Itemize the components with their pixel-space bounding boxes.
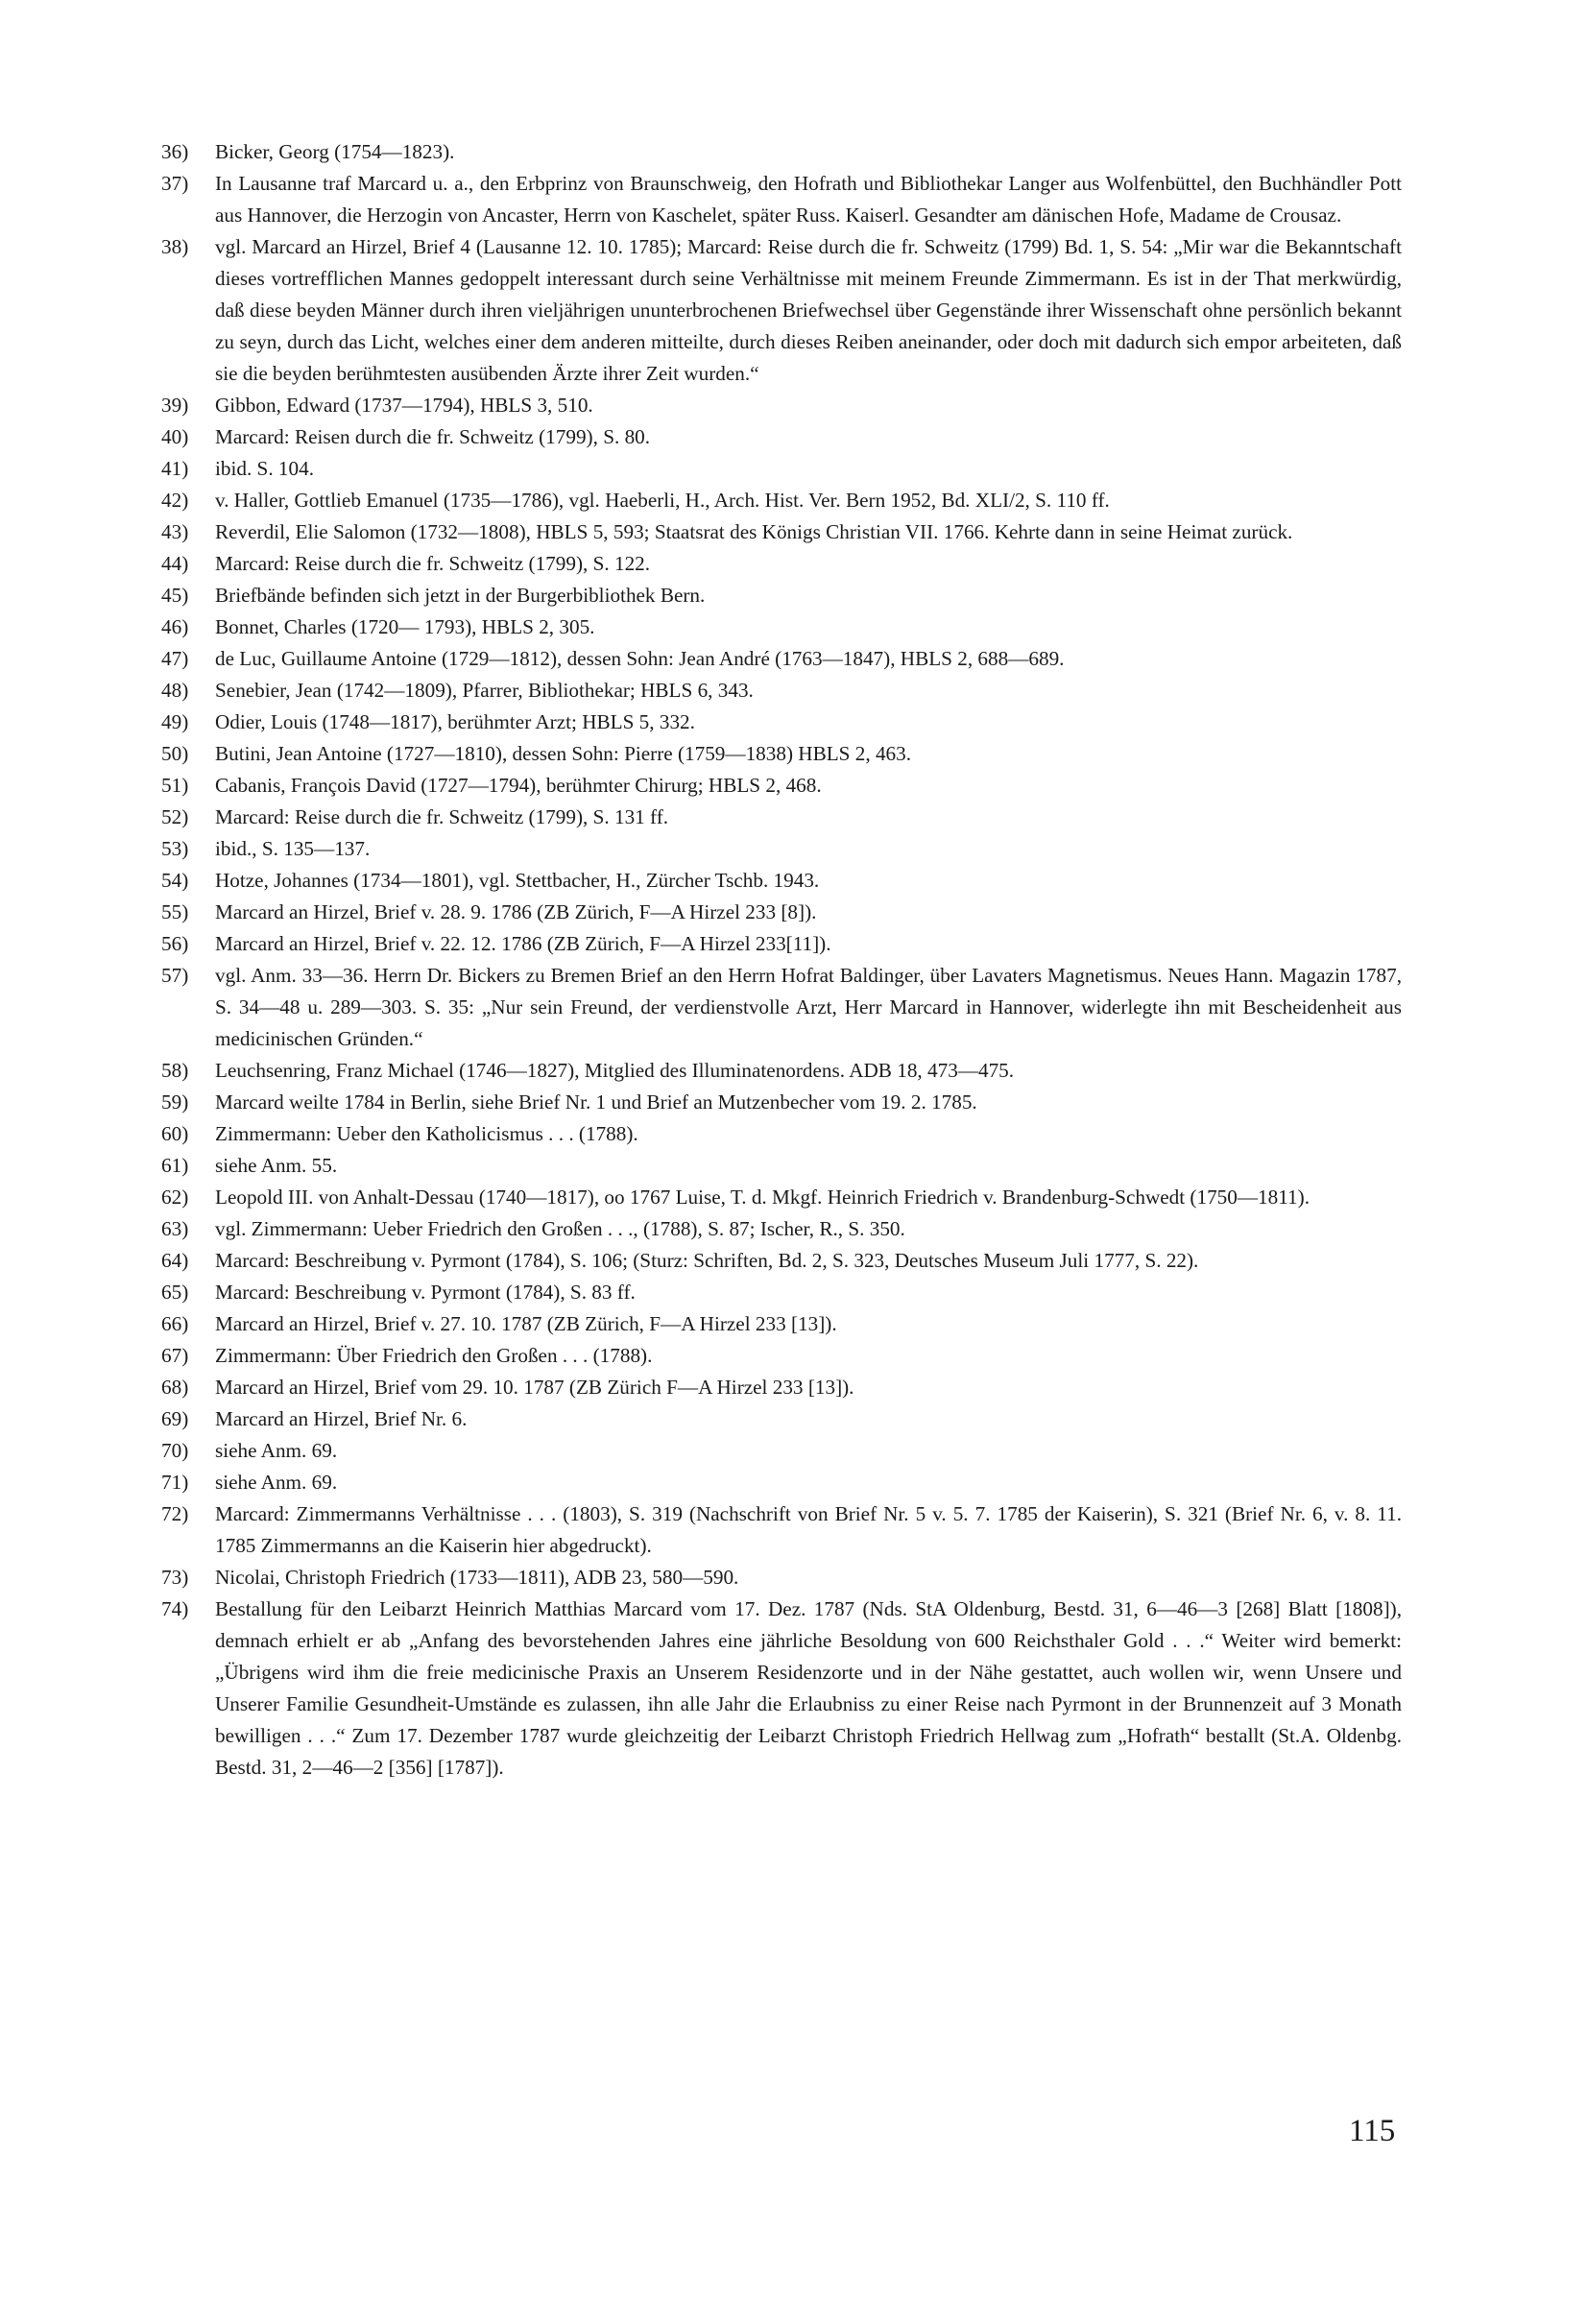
footnote-text: Bonnet, Charles (1720— 1793), HBLS 2, 305. [215,615,595,638]
footnote-number: 46) [161,615,189,638]
footnote-text: siehe Anm. 69. [215,1471,338,1494]
footnote-item [161,1182,1402,1213]
footnote-item [161,168,1402,231]
footnote-text: Leopold III. von Anhalt-Dessau (1740—1817), oo 1767 Luise, T. d. Mkgf. Heinrich Friedrich v. Brandenburg-Schwedt (1750—1811). [215,1186,1310,1209]
footnote-number: 48) [161,679,189,702]
footnote-text: ibid. S. 104. [215,457,315,480]
footnote-number: 43) [161,520,189,543]
footnote-item [161,485,1402,516]
footnote-item [161,1340,1402,1372]
footnote-item [161,1562,1402,1593]
footnote-text: Marcard an Hirzel, Brief v. 28. 9. 1786 (ZB Zürich, F—A Hirzel 233 [8]). [215,900,817,923]
footnote-item [161,1150,1402,1182]
footnote-number: 38) [161,235,189,258]
footnote-item [161,231,1402,390]
footnote-text: Marcard: Reise durch die fr. Schweitz (1799), S. 122. [215,552,651,575]
footnote-number: 39) [161,394,189,417]
footnote-text: vgl. Anm. 33—36. Herrn Dr. Bickers zu Bremen Brief an den Herrn Hofrat Baldinger, über Lavaters Magnetismus. Neues Hann. Magazin 1787, S. 34—48 u. 289—303. S. 35: „Nur sein Freund, der verdienstvolle Arzt, Herr Marcard in Hannover, widerlegte ihn mit Bescheidenheit aus medicinischen Gründen.“ [215,964,1402,1050]
footnote-number: 40) [161,425,189,448]
footnote-item [161,611,1402,643]
footnote-item [161,1435,1402,1467]
footnote-item [161,1087,1402,1118]
footnote-text: Hotze, Johannes (1734—1801), vgl. Stettbacher, H., Zürcher Tschb. 1943. [215,869,820,892]
footnote-item [161,548,1402,580]
footnote-item [161,1055,1402,1087]
footnote-list [161,136,1402,1784]
footnote-number: 53) [161,837,189,860]
footnote-number: 49) [161,710,189,733]
footnote-number: 57) [161,964,189,987]
footnote-number: 65) [161,1281,189,1304]
footnote-number: 73) [161,1566,189,1589]
footnote-text: Bestallung für den Leibarzt Heinrich Matthias Marcard vom 17. Dez. 1787 (Nds. StA Oldenburg, Bestd. 31, 6—46—3 [268] Blatt [1808]), demnach erhielt er ab „Anfang des bevorstehenden Jahres eine jährliche Besoldung von 600 Reichsthaler Gold . . .“ Weiter wird bemerkt: „Übrigens wird ihm die freie medicinische Praxis an Unserem Residenzorte und in der Nähe gestattet, auch wollen wir, wenn Unsere und Unserer Familie Gesundheit-Umstände es zulassen, ihn alle Jahr die Erlaubniss zu einer Reise nach Pyrmont in der Brunnenzeit auf 3 Monath bewilligen . . .“ Zum 17. Dezember 1787 wurde gleichzeitig der Leibarzt Christoph Friedrich Hellwag zum „Hofrath“ bestallt (St.A. Oldenbg. Bestd. 31, 2—46—2 [356] [1787]). [215,1597,1402,1779]
footnote-item [161,421,1402,453]
footnote-text: Nicolai, Christoph Friedrich (1733—1811), ADB 23, 580—590. [215,1566,739,1589]
footnote-text: Zimmermann: Ueber den Katholicismus . . . (1788). [215,1122,638,1145]
footnote-item [161,136,1402,168]
footnote-number: 44) [161,552,189,575]
footnote-item [161,1245,1402,1277]
footnote-item [161,960,1402,1055]
footnote-number: 70) [161,1439,189,1462]
footnote-text: siehe Anm. 55. [215,1154,338,1177]
footnote-item [161,516,1402,548]
footnote-item [161,580,1402,611]
footnote-text: vgl. Zimmermann: Ueber Friedrich den Großen . . ., (1788), S. 87; Ischer, R., S. 350. [215,1217,905,1240]
footnote-item [161,707,1402,738]
footnote-number: 62) [161,1186,189,1209]
footnote-text: ibid., S. 135—137. [215,837,371,860]
footnote-item [161,928,1402,960]
footnote-number: 47) [161,647,189,670]
footnote-text: Marcard: Reisen durch die fr. Schweitz (1799), S. 80. [215,425,651,448]
footnote-number: 58) [161,1059,189,1082]
footnote-text: Marcard: Zimmermanns Verhältnisse . . . (1803), S. 319 (Nachschrift von Brief Nr. 5 v. 5. 7. 1785 der Kaiserin), S. 321 (Brief Nr. 6, v. 8. 11. 1785 Zimmermanns an die Kaiserin hier abgedruckt). [215,1502,1402,1557]
footnote-text: Gibbon, Edward (1737—1794), HBLS 3, 510. [215,394,593,417]
footnote-item [161,1372,1402,1403]
footnote-number: 37) [161,172,189,195]
footnote-item [161,453,1402,485]
footnote-item [161,1213,1402,1245]
footnote-text: Zimmermann: Über Friedrich den Großen . . . (1788). [215,1344,653,1367]
footnote-text: Cabanis, François David (1727—1794), berühmter Chirurg; HBLS 2, 468. [215,774,822,797]
footnote-number: 42) [161,489,189,512]
footnote-number: 66) [161,1312,189,1335]
footnote-number: 68) [161,1376,189,1399]
footnote-number: 74) [161,1597,189,1620]
footnote-number: 54) [161,869,189,892]
footnote-text: Marcard: Reise durch die fr. Schweitz (1799), S. 131 ff. [215,805,669,828]
footnote-text: Marcard weilte 1784 in Berlin, siehe Brief Nr. 1 und Brief an Mutzenbecher vom 19. 2. 1785. [215,1090,977,1114]
footnote-text: Marcard an Hirzel, Brief Nr. 6. [215,1407,468,1430]
footnote-number: 52) [161,805,189,828]
footnote-text: Marcard an Hirzel, Brief vom 29. 10. 1787 (ZB Zürich F—A Hirzel 233 [13]). [215,1376,854,1399]
footnote-item [161,833,1402,865]
footnote-text: Leuchsenring, Franz Michael (1746—1827), Mitglied des Illuminatenordens. ADB 18, 473—475. [215,1059,1015,1082]
footnote-text: vgl. Marcard an Hirzel, Brief 4 (Lausanne 12. 10. 1785); Marcard: Reise durch die fr. Schweitz (1799) Bd. 1, S. 54: „Mir war die Bekanntschaft dieses vortrefflichen Mannes gedoppelt interessant durch seine Verhältnisse mit meinem Freunde Zimmermann. Es ist in der That merkwürdig, daß diese beyden Männer durch ihren vieljährigen ununterbrochenen Briefwechsel über Gegenstände ihrer Wissenschaft ohne persönlich bekannt zu seyn, durch das Licht, welches einer dem anderen mitteilte, durch dieses Reiben aneinander, oder doch mit dadurch sich empor arbeiteten, daß sie die beyden berühmtesten ausübenden Ärzte ihrer Zeit wurden.“ [215,235,1402,385]
footnote-item [161,1118,1402,1150]
footnote-number: 56) [161,932,189,955]
footnote-number: 67) [161,1344,189,1367]
footnote-number: 72) [161,1502,189,1525]
footnote-text: Marcard an Hirzel, Brief v. 22. 12. 1786 (ZB Zürich, F—A Hirzel 233[11]). [215,932,831,955]
footnote-number: 45) [161,584,189,607]
footnote-item [161,802,1402,833]
footnote-number: 69) [161,1407,189,1430]
footnote-item [161,1403,1402,1435]
footnote-item [161,1593,1402,1784]
page-number: 115 [1349,2114,1396,2148]
footnote-number: 61) [161,1154,189,1177]
footnote-text: v. Haller, Gottlieb Emanuel (1735—1786), vgl. Haeberli, H., Arch. Hist. Ver. Bern 1952, Bd. XLI/2, S. 110 ff. [215,489,1110,512]
footnote-number: 71) [161,1471,189,1494]
footnote-item [161,1498,1402,1562]
footnote-item [161,390,1402,421]
footnote-item [161,1277,1402,1308]
footnote-text: Briefbände befinden sich jetzt in der Burgerbibliothek Bern. [215,584,706,607]
footnote-text: Odier, Louis (1748—1817), berühmter Arzt; HBLS 5, 332. [215,710,695,733]
footnote-item [161,675,1402,707]
footnote-number: 59) [161,1090,189,1114]
footnote-text: Marcard an Hirzel, Brief v. 27. 10. 1787 (ZB Zürich, F—A Hirzel 233 [13]). [215,1312,837,1335]
footnote-number: 41) [161,457,189,480]
footnote-number: 60) [161,1122,189,1145]
footnote-text: Marcard: Beschreibung v. Pyrmont (1784), S. 83 ff. [215,1281,636,1304]
footnote-item [161,897,1402,928]
footnote-text: Bicker, Georg (1754—1823). [215,140,455,163]
footnote-item [161,770,1402,802]
footnote-item [161,1467,1402,1498]
footnote-text: siehe Anm. 69. [215,1439,338,1462]
footnote-item [161,865,1402,897]
footnote-number: 51) [161,774,189,797]
footnote-text: Senebier, Jean (1742—1809), Pfarrer, Bibliothekar; HBLS 6, 343. [215,679,754,702]
footnote-text: de Luc, Guillaume Antoine (1729—1812), dessen Sohn: Jean André (1763—1847), HBLS 2, 688—689. [215,647,1065,670]
footnote-number: 64) [161,1249,189,1272]
footnote-number: 63) [161,1217,189,1240]
footnote-text: Reverdil, Elie Salomon (1732—1808), HBLS 5, 593; Staatsrat des Königs Christian VII. 1766. Kehrte dann in seine Heimat zurück. [215,520,1293,543]
footnote-text: Marcard: Beschreibung v. Pyrmont (1784), S. 106; (Sturz: Schriften, Bd. 2, S. 323, Deutsches Museum Juli 1777, S. 22). [215,1249,1199,1272]
footnote-text: In Lausanne traf Marcard u. a., den Erbprinz von Braunschweig, den Hofrath und Bibliothekar Langer aus Wolfenbüttel, den Buchhändler Pott aus Hannover, die Herzogin von Ancaster, Herrn von Kaschelet, später Russ. Kaiserl. Gesandter am dänischen Hofe, Madame de Crousaz. [215,172,1402,227]
footnote-text: Butini, Jean Antoine (1727—1810), dessen Sohn: Pierre (1759—1838) HBLS 2, 463. [215,742,912,765]
footnote-number: 55) [161,900,189,923]
footnote-number: 36) [161,140,189,163]
footnote-number: 50) [161,742,189,765]
footnote-item [161,738,1402,770]
footnote-item [161,1308,1402,1340]
footnote-item [161,643,1402,675]
